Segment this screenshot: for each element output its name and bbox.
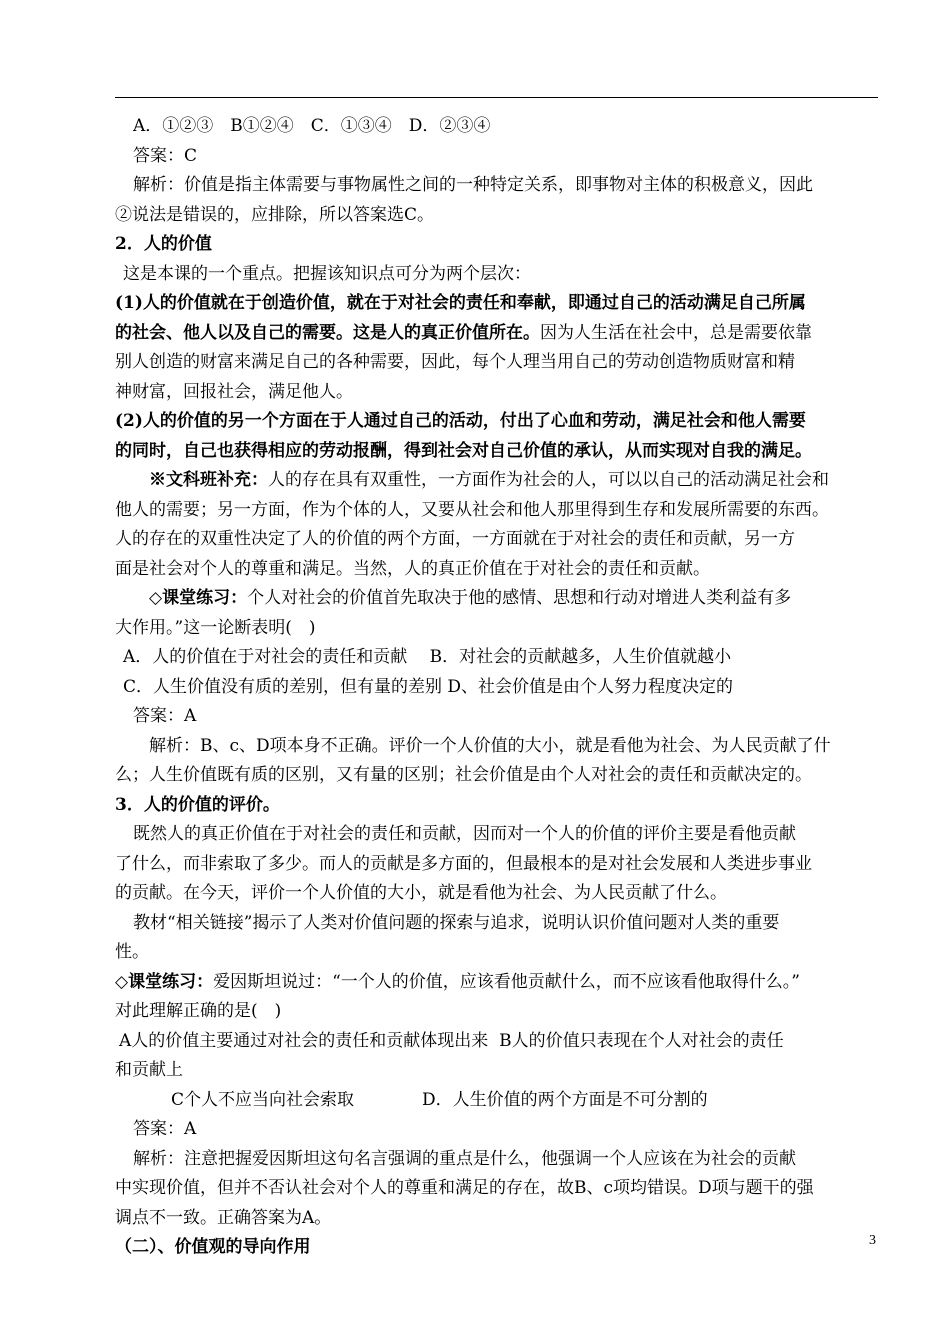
text-line (115, 289, 880, 319)
text-line (115, 466, 880, 496)
bold-text: 3．人的价值的评价。 (115, 794, 280, 815)
text-line (115, 496, 880, 526)
text-line (115, 407, 880, 437)
bold-text: （二）、价值观的导向作用 (115, 1237, 311, 1257)
body-text: 人的存在具有双重性，一方面作为社会的人，可以以自己的活动满足社会和 (268, 470, 829, 490)
body-text: 他人的需要；另一方面，作为个体的人，又要从社会和他人那里得到生存和发展所需要的东西。 (115, 499, 829, 520)
text-line (115, 555, 880, 585)
text-line (115, 879, 880, 909)
text-line (115, 1027, 880, 1057)
text-line (115, 614, 880, 644)
text-line (115, 142, 880, 172)
bold-text: (1)人的价值就在于创造价值，就在于对社会的责任和奉献，即通过自己的活动满足自己所属 (115, 293, 806, 313)
bold-text: 2．人的价值 (115, 234, 212, 254)
text-line (115, 1115, 880, 1145)
body-text: 既然人的真正价值在于对社会的责任和贡献，因而对一个人的价值的评价主要是看他贡献 (133, 824, 796, 844)
text-line (115, 643, 880, 673)
body-text: 了什么，而非索取了多少。而人的贡献是多方面的，但最根本的是对社会发展和人类进步事业 (115, 853, 812, 874)
text-line (115, 171, 880, 201)
text-line (115, 319, 880, 349)
text-line (115, 260, 880, 290)
text-line (115, 850, 880, 880)
text-line (115, 820, 880, 850)
text-line (115, 1174, 880, 1204)
body-text: 面是社会对个人的尊重和满足。当然，人的真正价值在于对社会的责任和贡献。 (115, 558, 710, 579)
text-line (115, 348, 880, 378)
text-line (115, 1233, 880, 1263)
body-text: 个人对社会的价值首先取决于他的感情、思想和行动对增进人类利益有多 (247, 588, 792, 608)
bold-text: ◇课堂练习： (149, 588, 248, 608)
text-line (115, 437, 880, 467)
body-text: 答案：C (133, 145, 198, 166)
body-text: 解析：注意把握爱因斯坦这句名言强调的重点是什么，他强调一个人应该在为社会的贡献 (133, 1148, 796, 1169)
page-number: 3 (869, 1233, 876, 1248)
body-text: C．人生价值没有质的差别，但有量的差别 D、社会价值是由个人努力程度决定的 (123, 676, 734, 697)
bold-text: 的同时，自己也获得相应的劳动报酬，得到社会对自己价值的承认，从而实现对自我的满足。 (115, 440, 812, 461)
text-line (115, 378, 880, 408)
body-text: 人的存在的双重性决定了人的价值的两个方面，一方面就在于对社会的责任和贡献，另一方 (115, 529, 795, 549)
body-text: 别人创造的财富来满足自己的各种需要，因此，每个人理当用自己的劳动创造物质财富和精 (115, 352, 795, 372)
text-line (115, 525, 880, 555)
text-line (115, 702, 880, 732)
body-text: 因为人生活在社会中，总是需要依靠 (540, 322, 812, 343)
body-text: A．①②③ B①②④ C．①③④ D．②③④ (133, 116, 491, 136)
body-text: 解析：价值是指主体需要与事物属性之间的一种特定关系，即事物对主体的积极意义，因此 (133, 175, 813, 195)
body-text: 教材“相关链接”揭示了人类对价值问题的探索与追求，说明认识价值问题对人类的重要 (133, 912, 780, 933)
bold-text: 的社会、他人以及自己的需要。这是人的真正价值所在。 (115, 322, 540, 343)
text-line (115, 1086, 880, 1116)
body-text: 中实现价值，但并不否认社会对个人的尊重和满足的存在，故B、c项均错误。D项与题干的强 (115, 1178, 814, 1198)
text-line (115, 791, 880, 821)
body-text: 对此理解正确的是( ) (115, 1001, 282, 1021)
text-line (115, 732, 880, 762)
body-text: 和贡献上 (115, 1060, 183, 1080)
body-text: 的贡献。在今天，评价一个人价值的大小，就是看他为社会、为人民贡献了什么。 (115, 883, 727, 903)
bold-text: ※文科班补充： (149, 470, 268, 490)
bold-text: (2)人的价值的另一个方面在于人通过自己的活动，付出了心血和劳动，满足社会和他人需要 (115, 411, 806, 431)
body-text: 答案：A (133, 1119, 197, 1139)
text-line (115, 909, 880, 939)
bold-text: ◇课堂练习： (115, 971, 214, 992)
body-text: 大作用。”这一论断表明( ) (115, 617, 316, 638)
body-text: C个人不应当向社会索取 D．人生价值的两个方面是不可分割的 (171, 1089, 708, 1110)
body-text: 调点不一致。正确答案为A。 (115, 1207, 332, 1228)
text-line (115, 673, 880, 703)
body-text: 这是本课的一个重点。把握该知识点可分为两个层次： (123, 263, 531, 284)
body-text: 答案：A (133, 706, 197, 726)
body-text: 么；人生价值既有质的区别，又有量的区别；社会价值是由个人对社会的责任和贡献决定的。 (115, 765, 812, 785)
text-line (115, 230, 880, 260)
body-text: 神财富，回报社会，满足他人。 (115, 381, 353, 402)
body-text: 解析：B、c、D项本身不正确。评价一个人价值的大小，就是看他为社会、为人民贡献了什 (149, 735, 831, 756)
text-line (115, 997, 880, 1027)
text-line (115, 938, 880, 968)
body-text: 爱因斯坦说过：“一个人的价值，应该看他贡献什么，而不应该看他取得什么。” (213, 971, 800, 992)
text-line (115, 112, 880, 142)
text-line (115, 761, 880, 791)
text-line (115, 1204, 880, 1234)
body-text: ②说法是错误的，应排除，所以答案选C。 (115, 204, 435, 225)
body-text: A．人的价值在于对社会的责任和贡献 B．对社会的贡献越多，人生价值就越小 (123, 647, 732, 667)
header-rule (115, 97, 878, 98)
text-line (115, 1056, 880, 1086)
text-line (115, 968, 880, 998)
text-line (115, 1145, 880, 1175)
document-body (115, 112, 880, 1263)
text-line (115, 201, 880, 231)
body-text: 性。 (115, 942, 149, 962)
body-text: A人的价值主要通过对社会的责任和贡献体现出来 B人的价值只表现在个人对社会的责任 (119, 1030, 784, 1051)
text-line (115, 584, 880, 614)
